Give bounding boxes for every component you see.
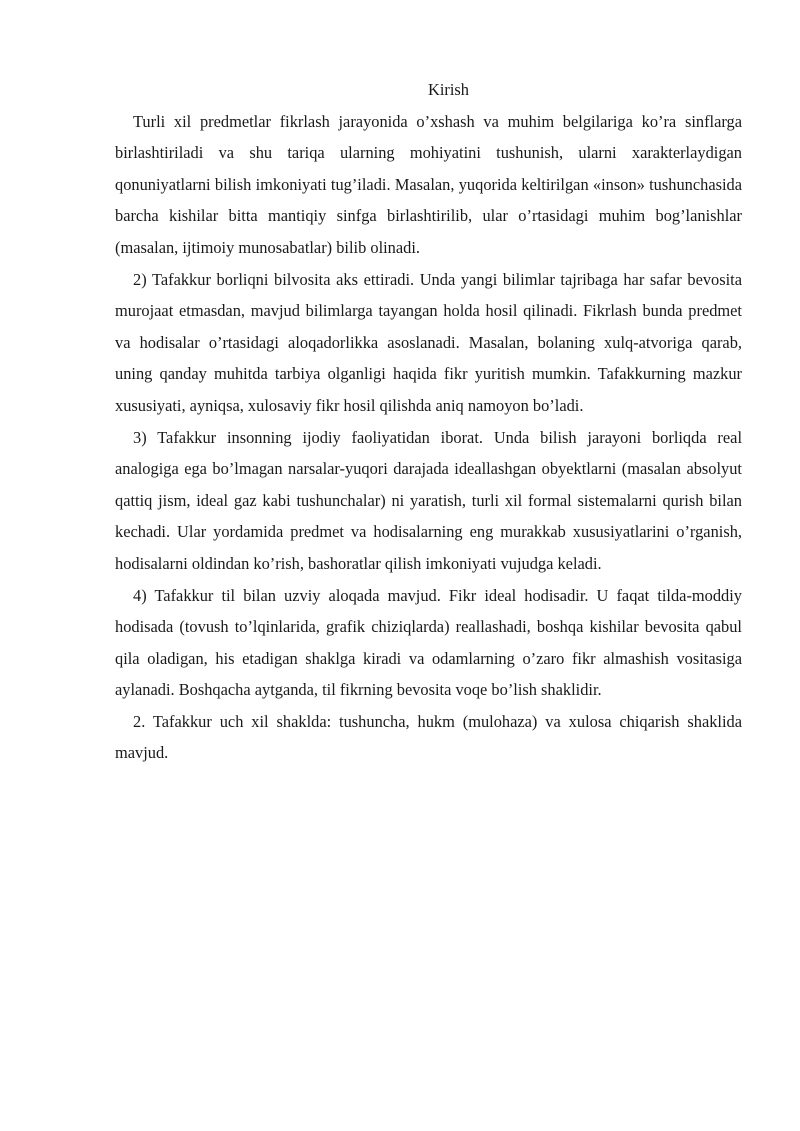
paragraph-point-3: 3) Tafakkur insonning ijodiy faoliyatidan iborat. Unda bilish jarayoni borliqda real analogiga ega bo’lmagan narsalar-yuqori darajada ideallashgan obyektlarni (masalan absolyut qattiq jism, ideal gaz kabi tushunchalar) ni yaratish, turli xil formal sistemalarni qurish bilan kechadi. Ular yordamida predmet va hodisalarning eng murakkab xususiyatlarini o’rganish, hodisalarni oldindan ko’rish, bashoratlar qilish imkoniyati vujudga keladi. xyxy=(115,427,742,573)
paragraph-forms: 2. Tafakkur uch xil shaklda: tushuncha, hukm (mulohaza) va xulosa chiqarish shaklida mavjud. xyxy=(115,711,742,763)
paragraph-intro: Turli xil predmetlar fikrlash jarayonida o’xshash va muhim belgilariga ko’ra sinflarga birlashtiriladi va shu tariqa ularning mohiyatini tushunish, ularni xarakterlaydigan qonuniyatlarni bilish imkoniyati tug’iladi. Masalan, yuqorida keltirilgan «inson» tushunchasida barcha kishilar bitta mantiqiy sinfga birlashtirilib, ular o’rtasidagi muhim bog’lanishlar (masalan, ijtimoiy munosabatlar) bilib olinadi. xyxy=(115,111,742,257)
section-heading: Kirish xyxy=(428,80,469,99)
document-body xyxy=(115,74,742,769)
paragraph-point-2: 2) Tafakkur borliqni bilvosita aks ettiradi. Unda yangi bilimlar tajribaga har safar bevosita murojaat etmasdan, mavjud bilimlarga tayangan holda hosil qilinadi. Fikrlash bunda predmet va hodisalar o’rtasidagi aloqadorlikka asoslanadi. Masalan, bolaning xulq-atvoriga qarab, uning qanday muhitda tarbiya olganligi haqida fikr yuritish mumkin. Tafakkurning mazkur xususiyati, ayniqsa, xulosaviy fikr hosil qilishda aniq namoyon bo’ladi. xyxy=(115,269,742,415)
paragraph-point-4: 4) Tafakkur til bilan uzviy aloqada mavjud. Fikr ideal hodisadir. U faqat tilda-moddiy hodisada (tovush to’lqinlarida, grafik chiziqlarda) reallashadi, boshqa kishilar bevosita qabul qila oladigan, his etadigan shaklga kiradi va odamlarning o’zaro fikr almashish vositasiga aylanadi. Boshqacha aytganda, til fikrning bevosita voqe bo’lish shaklidir. xyxy=(115,585,742,700)
